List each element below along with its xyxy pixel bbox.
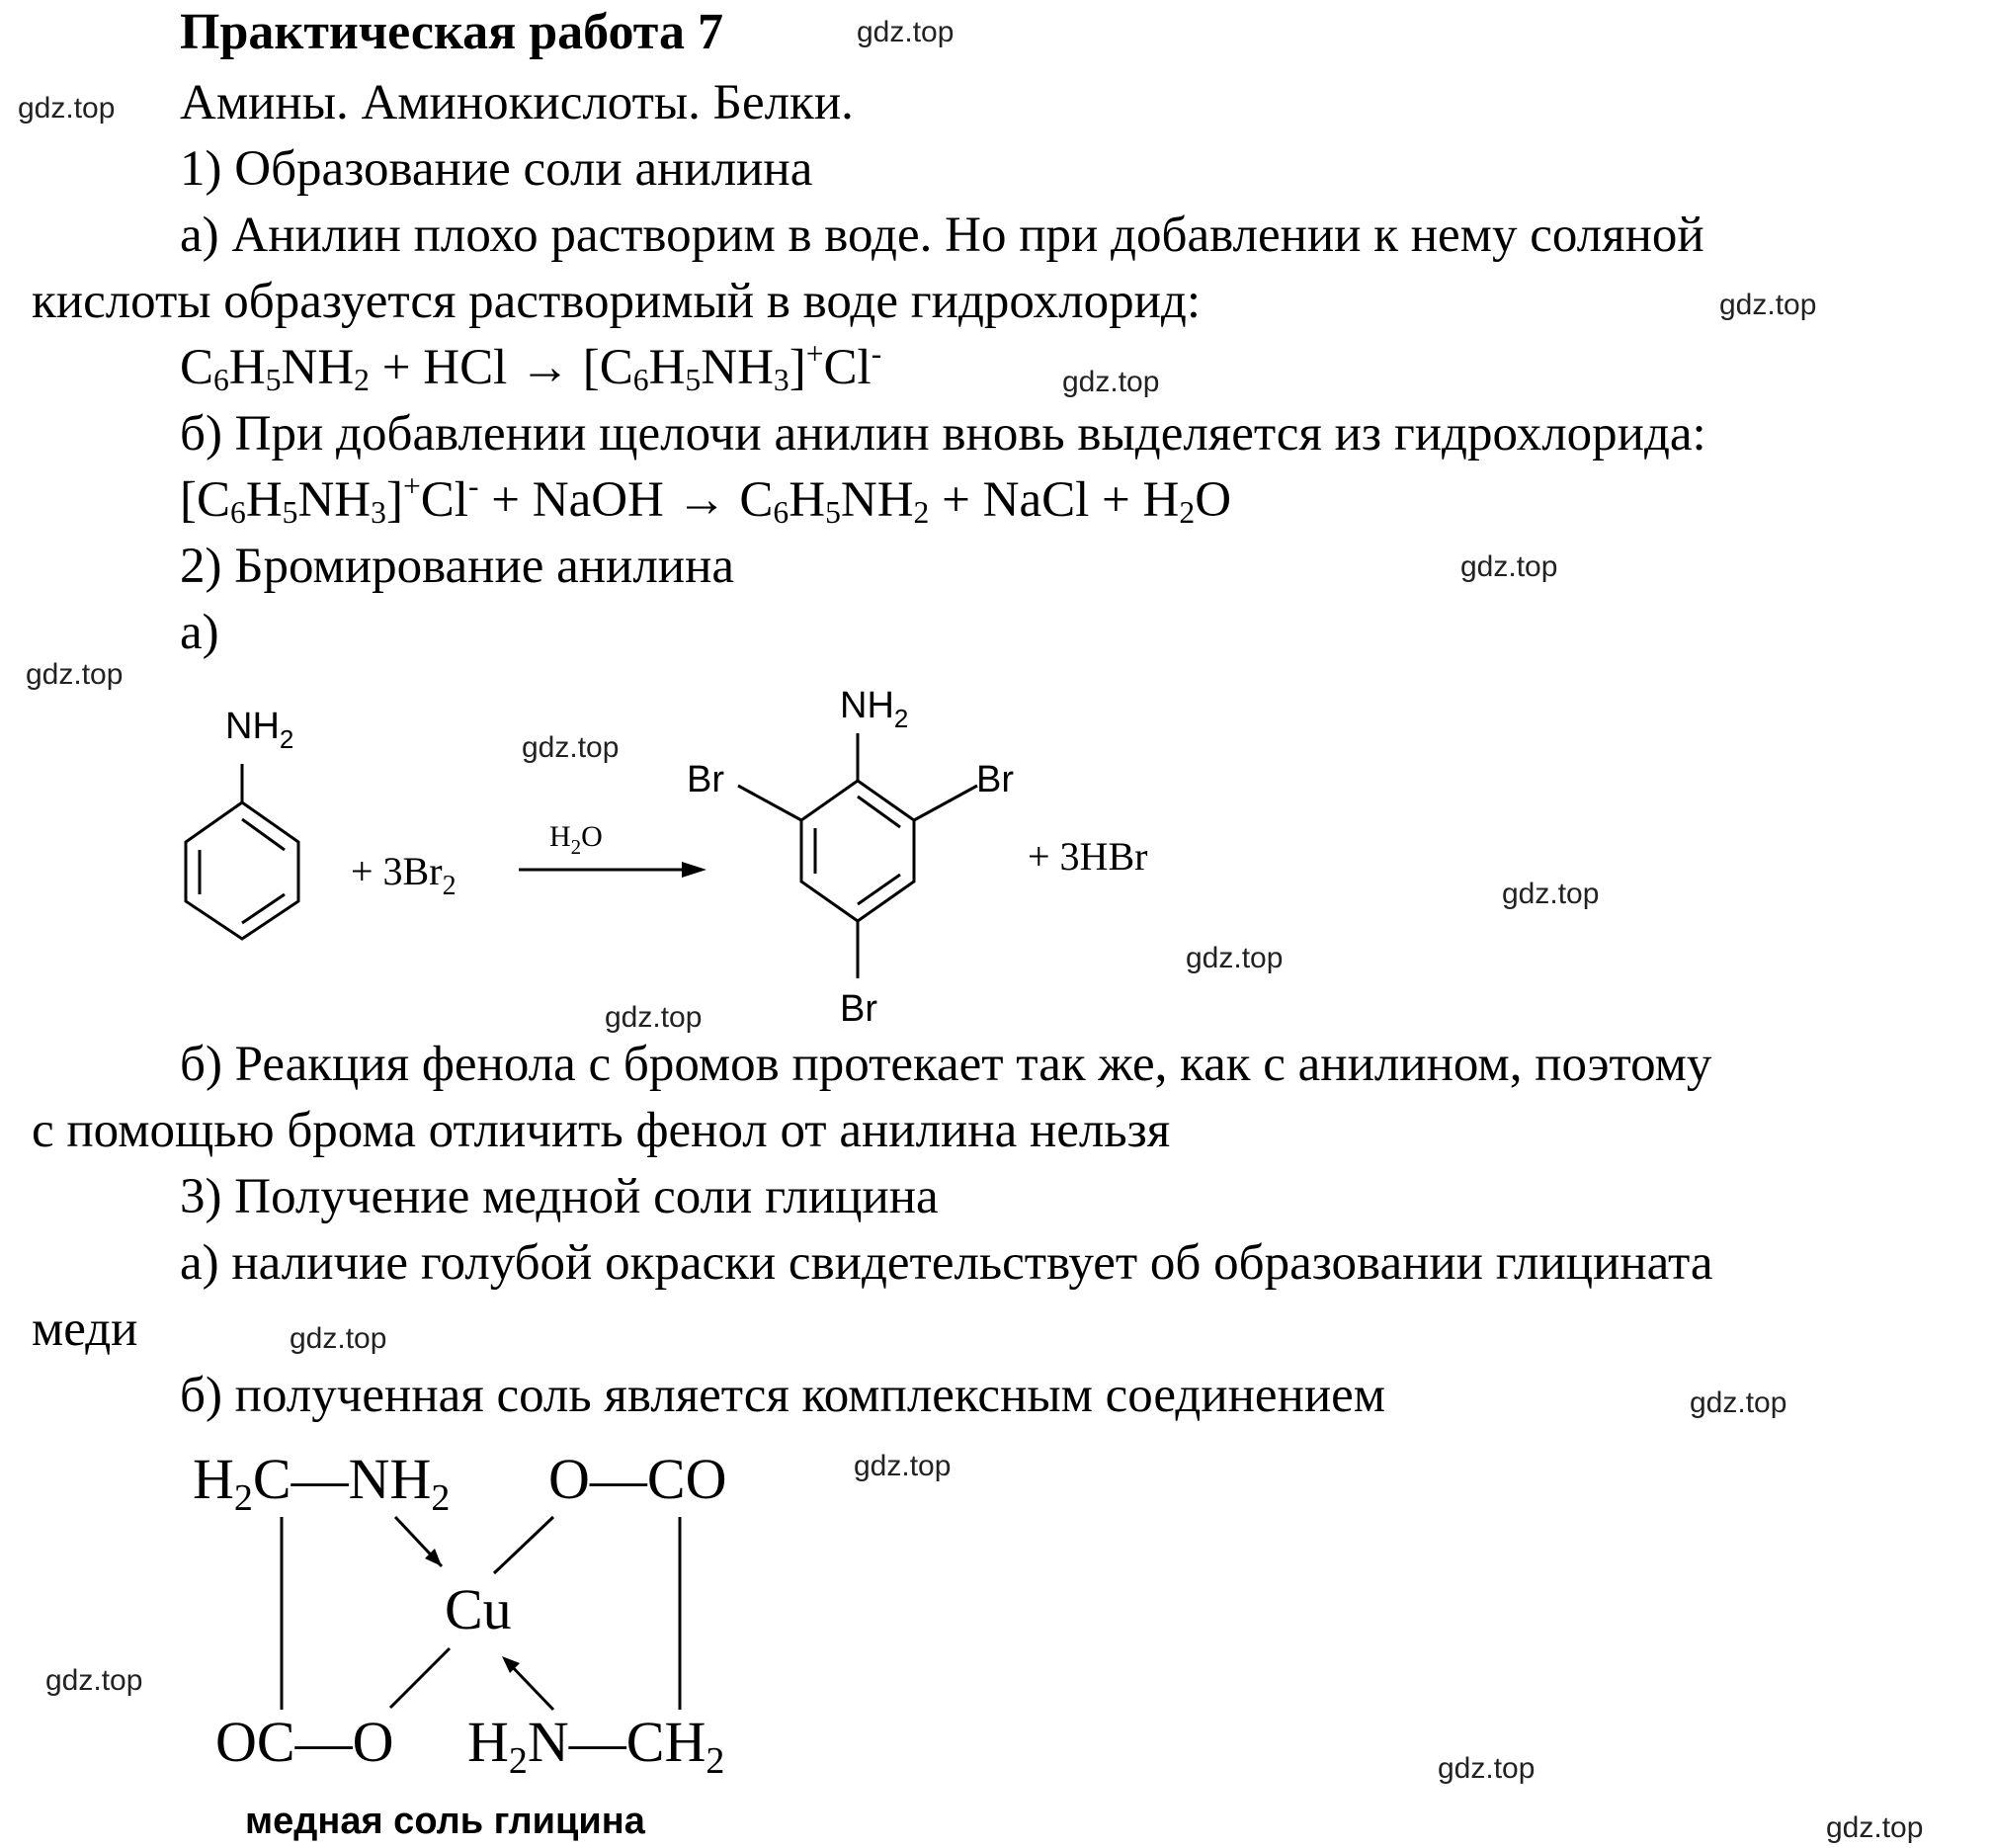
watermark: gdz.top [1438, 1752, 1536, 1785]
bond-o-cu-top [494, 1517, 553, 1573]
br-bottom-label: Br [840, 988, 877, 1030]
watermark: gdz.top [1690, 1386, 1787, 1419]
watermark: gdz.top [45, 1664, 143, 1697]
watermark: gdz.top [1062, 366, 1160, 398]
page-title: Практическая работа 7 [180, 4, 723, 60]
section-1b-line: б) При добавлении щелочи анилин вновь выделяется из гидрохлорида: [180, 406, 1706, 462]
watermark: gdz.top [1719, 289, 1817, 321]
section-2-heading: 2) Бромирование анилина [180, 539, 735, 594]
watermark: gdz.top [522, 731, 620, 764]
br-left-label: Br [687, 759, 724, 800]
section-1a-line1: а) Анилин плохо растворим в воде. Но при добавлении к нему соляной [180, 208, 1704, 263]
h2c-nh2-label: $H_2C—NH_2$ [193, 1447, 451, 1519]
section-1a-line2: кислоты образуется растворимый в воде гидрохлорид: [32, 274, 1202, 329]
h2n-ch2-label: $H_2N—CH_2$ [467, 1710, 725, 1782]
section-2b-line2: с помощью брома отличить фенол от анилина нельзя [32, 1103, 1171, 1158]
section-3b-line: б) полученная соль является комплексным соединением [180, 1368, 1386, 1423]
complex-caption: медная соль глицина [245, 1801, 645, 1842]
o-co-top-label: O—CO [548, 1447, 727, 1511]
page-subtitle: Амины. Аминокислоты. Белки. [180, 75, 854, 130]
cu-label: Cu [445, 1577, 512, 1641]
section-3a-line1: а) наличие голубой окраски свидетельствует об образовании глицината [180, 1235, 1713, 1291]
section-2b-line1: б) Реакция фенола с бромов протекает так же, как с анилином, поэтому [180, 1037, 1712, 1092]
watermark: gdz.top [1186, 942, 1284, 974]
watermark: gdz.top [1502, 878, 1600, 910]
plus-3br2-label: + $3Br_2$ [351, 849, 457, 901]
equation-2: $[C_6H_5NH_3]^+Cl^-$ + NaOH → $C_6H_5NH_2$ + NaCl + $H_2O$ [180, 468, 1232, 530]
br-right-label: Br [976, 759, 1014, 800]
plus-3hbr-label: + 3HBr [1028, 834, 1148, 879]
watermark: gdz.top [290, 1322, 387, 1355]
watermark: gdz.top [854, 1450, 952, 1482]
equation-1: $C_6H_5NH_2$ + HCl → $[C_6H_5NH_3]^+Cl^-$ [180, 336, 882, 397]
reaction-condition-label: $H_2O$ [549, 820, 603, 859]
nh2-right-label: $NH_2$ [840, 685, 909, 733]
section-3a-line2: меди [32, 1302, 138, 1357]
section-2a-label: а) [180, 605, 219, 660]
watermark: gdz.top [18, 92, 116, 125]
watermark: gdz.top [26, 658, 124, 691]
bond-cu-o-bottom [390, 1648, 450, 1708]
section-3-heading: 3) Получение медной соли глицина [180, 1169, 939, 1224]
nh2-left-label: $NH_2$ [225, 706, 294, 754]
oc-o-bottom-label: OC—O [215, 1710, 394, 1774]
section-1-heading: 1) Образование соли анилина [180, 141, 813, 197]
watermark: gdz.top [1460, 550, 1558, 583]
watermark: gdz.top [857, 16, 955, 48]
watermark: gdz.top [605, 1001, 703, 1034]
watermark: gdz.top [1826, 1811, 1924, 1844]
